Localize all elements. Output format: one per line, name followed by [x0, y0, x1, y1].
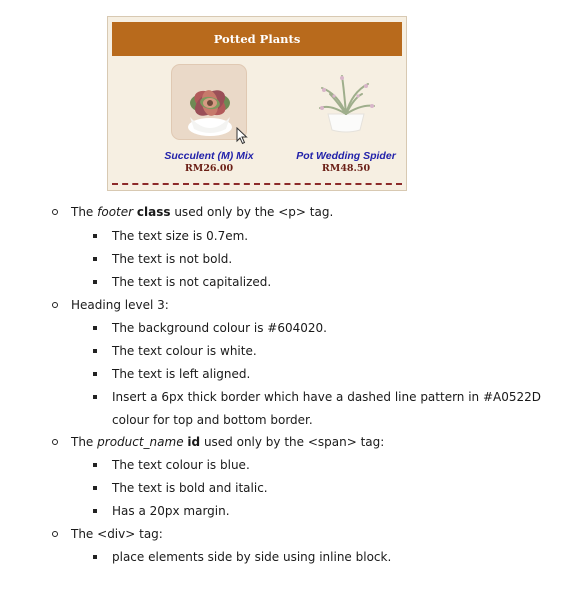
list-subitem: place elements side by side using inline block. — [112, 550, 392, 564]
list-bullet-square — [93, 234, 97, 238]
list-subitem: Has a 20px margin. — [112, 504, 230, 518]
list-bullet-square — [93, 257, 97, 261]
product-name[interactable]: Succulent (M) Mix — [164, 150, 254, 162]
product-price: RM48.50 — [321, 163, 371, 174]
list-bullet-circle — [52, 531, 58, 537]
list-bullet-square — [93, 280, 97, 284]
list-subitem: The text is not capitalized. — [112, 275, 272, 289]
list-bullet-circle — [52, 209, 58, 215]
list-subitem: The text colour is white. — [112, 344, 257, 358]
product-name[interactable]: Pot Wedding Spider — [296, 150, 396, 162]
product-panel — [107, 16, 407, 191]
list-subitem: Insert a 6px thick border which have a dashed line pattern in #A0522D — [112, 390, 542, 404]
list-subitem: The text size is 0.7em. — [112, 229, 249, 243]
list-item-footer-class: The footer class used only by the <p> tag. — [71, 205, 334, 219]
footer-divider — [112, 183, 402, 185]
product-price: RM26.00 — [184, 163, 234, 174]
list-subitem: The background colour is #604020. — [112, 321, 327, 335]
panel-title: Potted Plants — [112, 22, 402, 56]
list-subitem: The text is bold and italic. — [112, 481, 268, 495]
list-bullet-square — [93, 395, 97, 399]
list-bullet-square — [93, 555, 97, 559]
list-bullet-circle — [52, 302, 58, 308]
list-subitem: The text is not bold. — [112, 252, 233, 266]
list-subitem: The text is left aligned. — [112, 367, 251, 381]
product-card-spider[interactable] — [281, 64, 411, 174]
spider-plant-image[interactable] — [308, 64, 384, 140]
mouse-cursor-icon — [236, 127, 248, 145]
list-bullet-circle — [52, 439, 58, 445]
list-subitem: The text colour is blue. — [112, 458, 250, 472]
list-item-product-name-id: The product_name id used only by the <span> tag: — [71, 435, 385, 449]
list-bullet-square — [93, 349, 97, 353]
list-bullet-square — [93, 326, 97, 330]
list-bullet-square — [93, 463, 97, 467]
list-bullet-square — [93, 486, 97, 490]
list-item-div-tag: The <div> tag: — [71, 527, 163, 541]
list-bullet-square — [93, 372, 97, 376]
list-subitem-continued: colour for top and bottom border. — [112, 413, 313, 427]
list-item-heading3: Heading level 3: — [71, 298, 169, 312]
list-bullet-square — [93, 509, 97, 513]
class-name: footer — [97, 205, 134, 219]
id-name: product_name — [97, 435, 184, 449]
product-card-succulent[interactable] — [144, 64, 274, 174]
